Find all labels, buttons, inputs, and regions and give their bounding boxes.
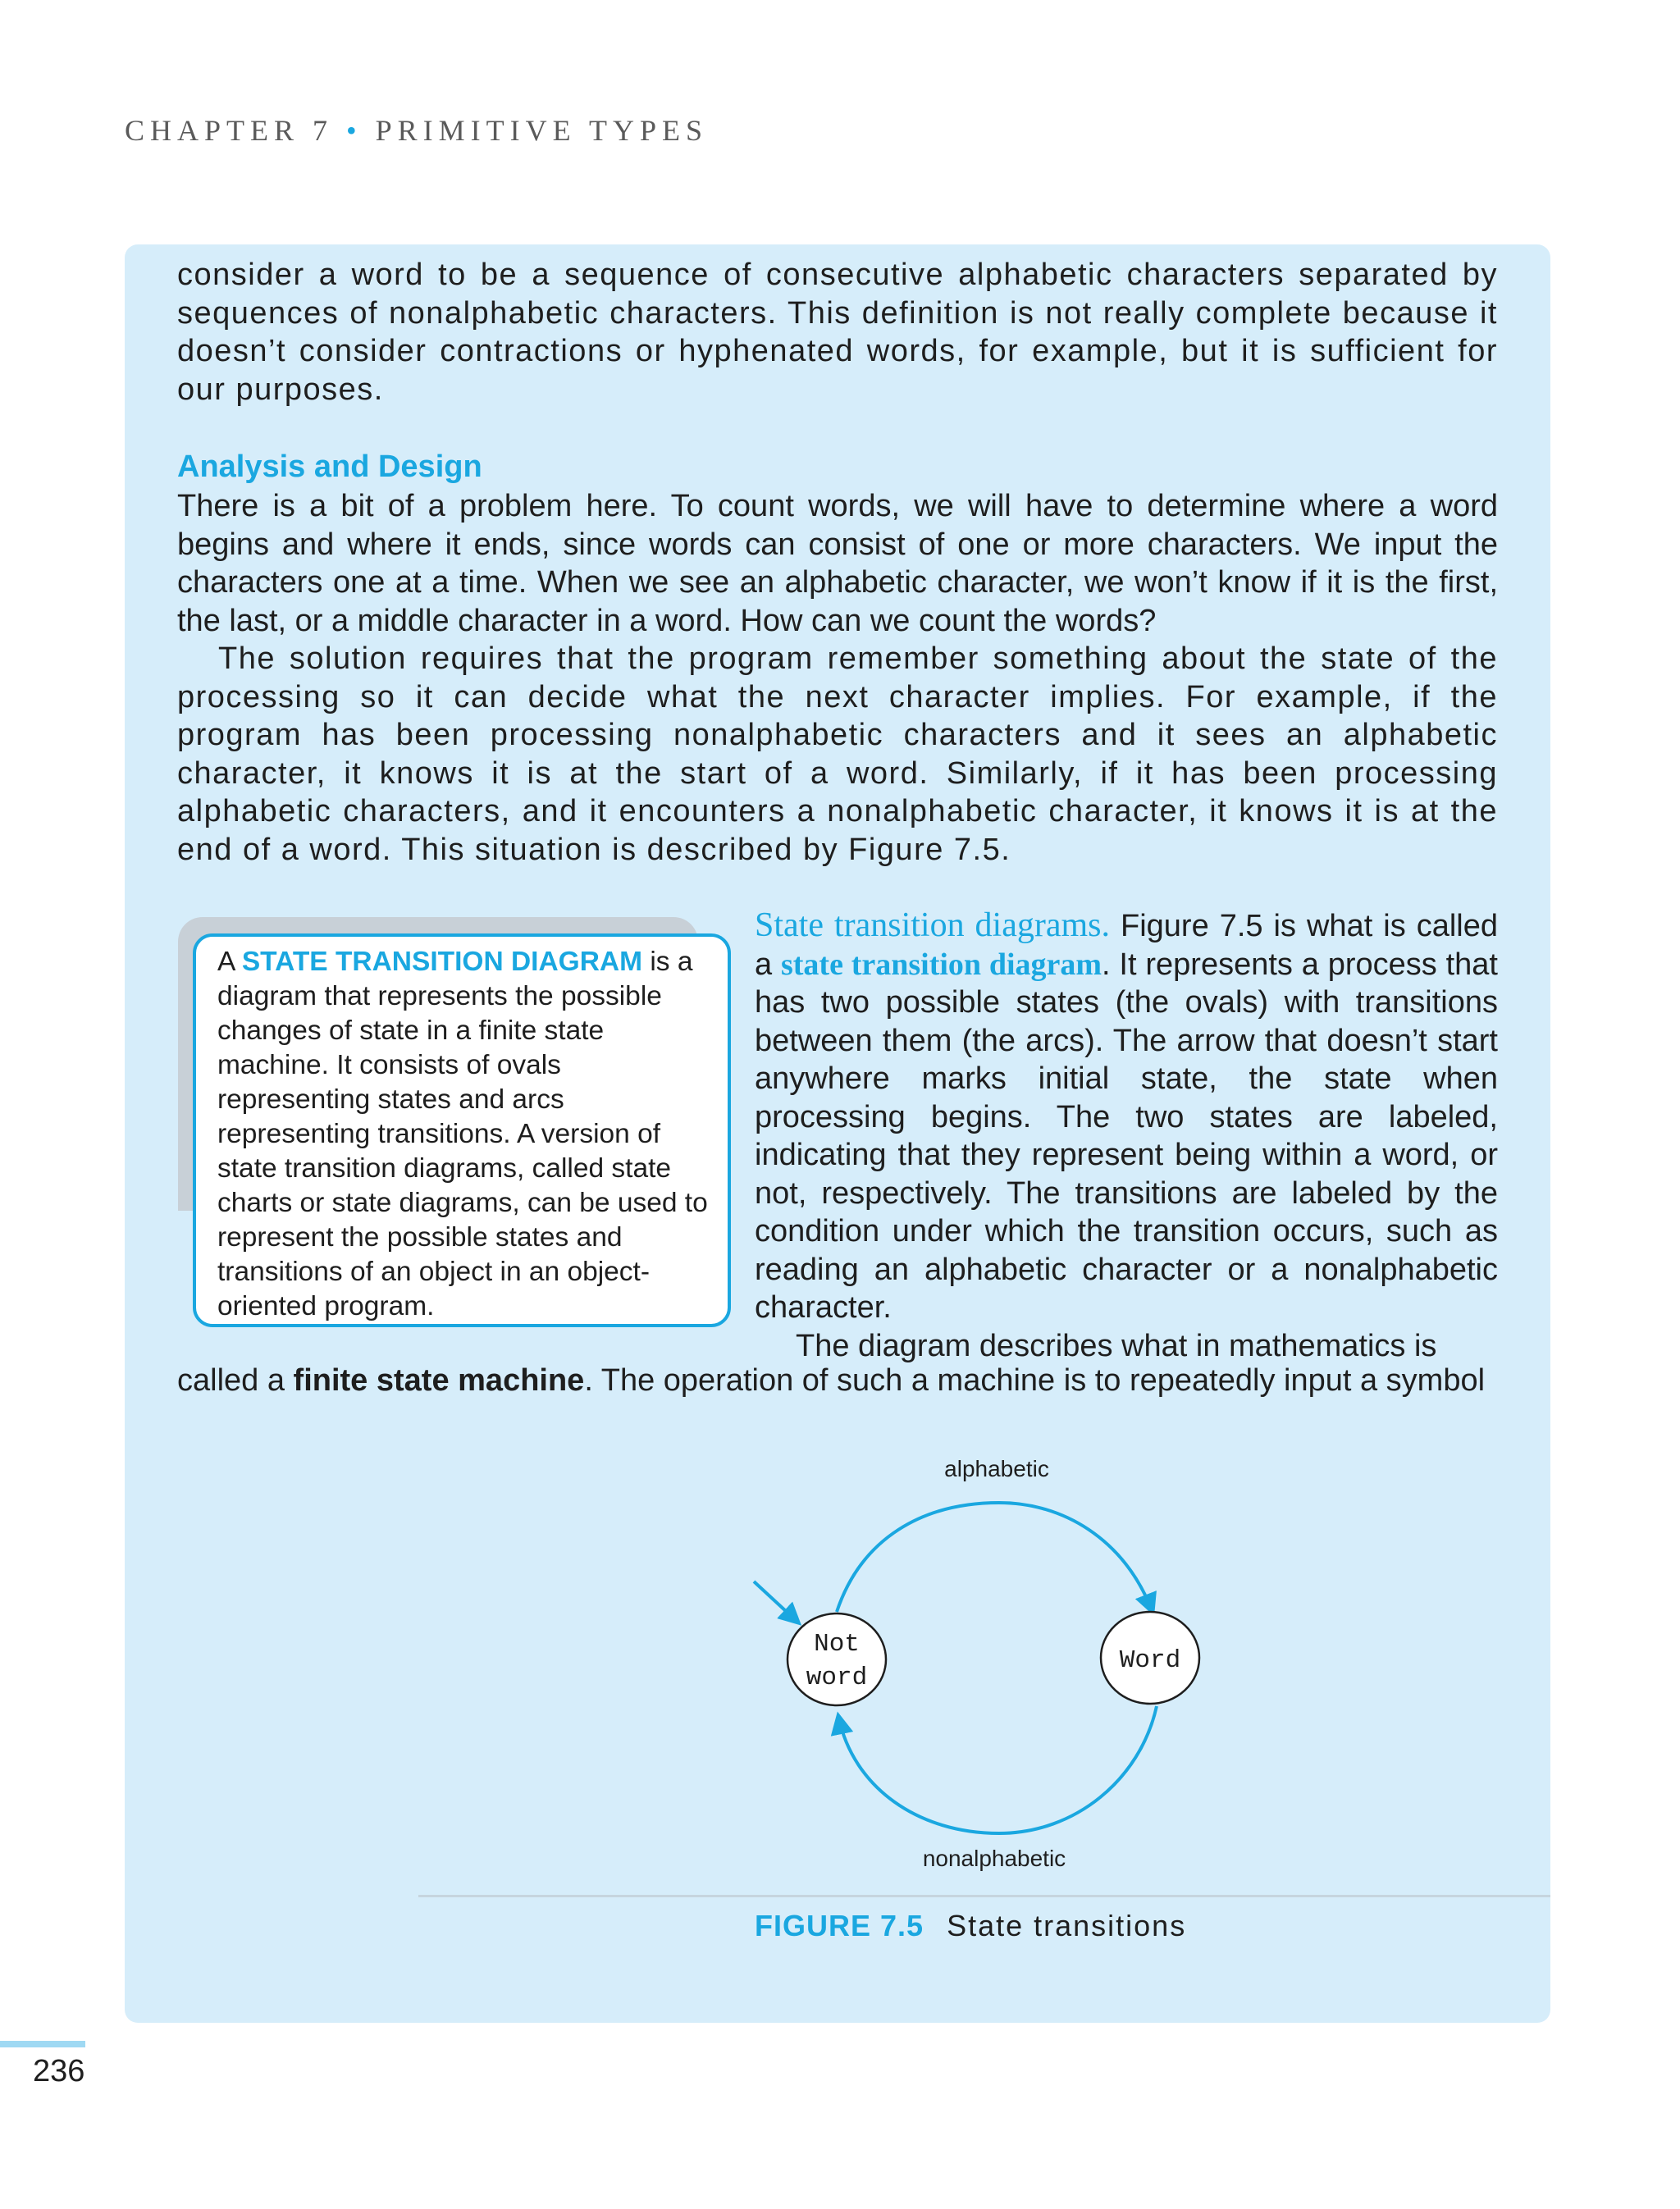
figure-caption-text: State transitions: [947, 1909, 1187, 1942]
std-paragraph-2-start: The diagram describes what in mathematics is: [796, 1328, 1437, 1363]
std-term: state transition diagram: [780, 947, 1102, 982]
state-transition-diagram: [738, 1444, 1263, 1903]
analysis-body: [177, 487, 1498, 869]
figure-label: FIGURE 7.5: [755, 1909, 924, 1942]
definition-sidebar: [193, 933, 731, 1327]
sidebar-prefix: A: [217, 947, 242, 977]
header-separator: •: [346, 114, 363, 147]
running-head: [125, 113, 708, 148]
state-not-word-line1: Not: [814, 1630, 860, 1659]
initial-state-arrow: [754, 1581, 798, 1623]
page-number: 236: [33, 2054, 85, 2088]
fsm-term: finite state machine: [293, 1363, 585, 1398]
std-paragraph-2-continued: [177, 1362, 1498, 1400]
std-before-term: Figure 7.5 is what is called a: [755, 909, 1498, 982]
sidebar-text: is a diagram that represents the possible changes of state in a finite state machine. It consists of ovals representing states and arcs representing transitions. A version of state transition diagrams, called state charts or state diagrams, can be used to represent the possible states and transitions of an object in an object-oriented program.: [217, 947, 708, 1321]
std-paragraph: [755, 906, 1498, 1327]
std-after-term: . It represents a process that has two possible states (the ovals) with transitions between them (the arcs). The arrow that doesn’t start anywhere marks initial state, the state when processing begins. The two states are labeled, indicating that they represent being within a word, or not, respectively. The transitions are labeled by the condition under which the transition occurs, such as reading an alphabetic character or a nonalphabetic character.: [755, 947, 1498, 1325]
sidebar-term: STATE TRANSITION DIAGRAM: [241, 947, 643, 977]
label-alphabetic: alphabetic: [944, 1456, 1049, 1481]
state-not-word-line2: word: [806, 1664, 868, 1692]
analysis-paragraph-2: The solution requires that the program remember something about the state of the processing so it can decide what the next character implies. For example, if the program has been processing nonalphabetic characters and it sees an alphabetic character, it knows it is at the start of a word. Similarly, if it has been processing alphabetic characters, and it encounters a nonalphabetic character, it knows it is at the end of a word. This situation is described by Figure 7.5.: [177, 641, 1498, 867]
state-word-label: Word: [1119, 1646, 1181, 1675]
intro-text: consider a word to be a sequence of consecutive alphabetic characters separated by sequences of nonalphabetic characters. This definition is not really complete because it doesn’t consider contractions or hyphenated words, for example, but it is sufficient for our purposes.: [177, 258, 1498, 407]
std-column: [755, 906, 1498, 1365]
caption-rule: [418, 1895, 1550, 1897]
analysis-paragraph-1: There is a bit of a problem here. To count words, we will have to determine where a word begins and where it ends, since words can consist of one or more characters. We input the characters one at a time. When we see an alphabetic character, we won’t know if it is the first, the last, or a middle character in a word. How can we count the words?: [177, 489, 1498, 638]
chapter-title: PRIMITIVE TYPES: [375, 114, 708, 147]
fsm-prefix: called a: [177, 1363, 294, 1398]
std-lead: State transition diagrams.: [755, 906, 1110, 944]
fsm-rest: . The operation of such a machine is to repeatedly input a symbol: [584, 1363, 1486, 1398]
intro-paragraph: [177, 256, 1498, 408]
chapter-label: CHAPTER 7: [125, 114, 334, 147]
arc-nonalphabetic: [838, 1706, 1157, 1833]
label-nonalphabetic: nonalphabetic: [922, 1846, 1066, 1871]
section-heading: Analysis and Design: [177, 450, 482, 484]
arc-alphabetic: [837, 1503, 1153, 1612]
figure-caption: [755, 1909, 1186, 1943]
page-number-bar: [0, 2041, 85, 2047]
